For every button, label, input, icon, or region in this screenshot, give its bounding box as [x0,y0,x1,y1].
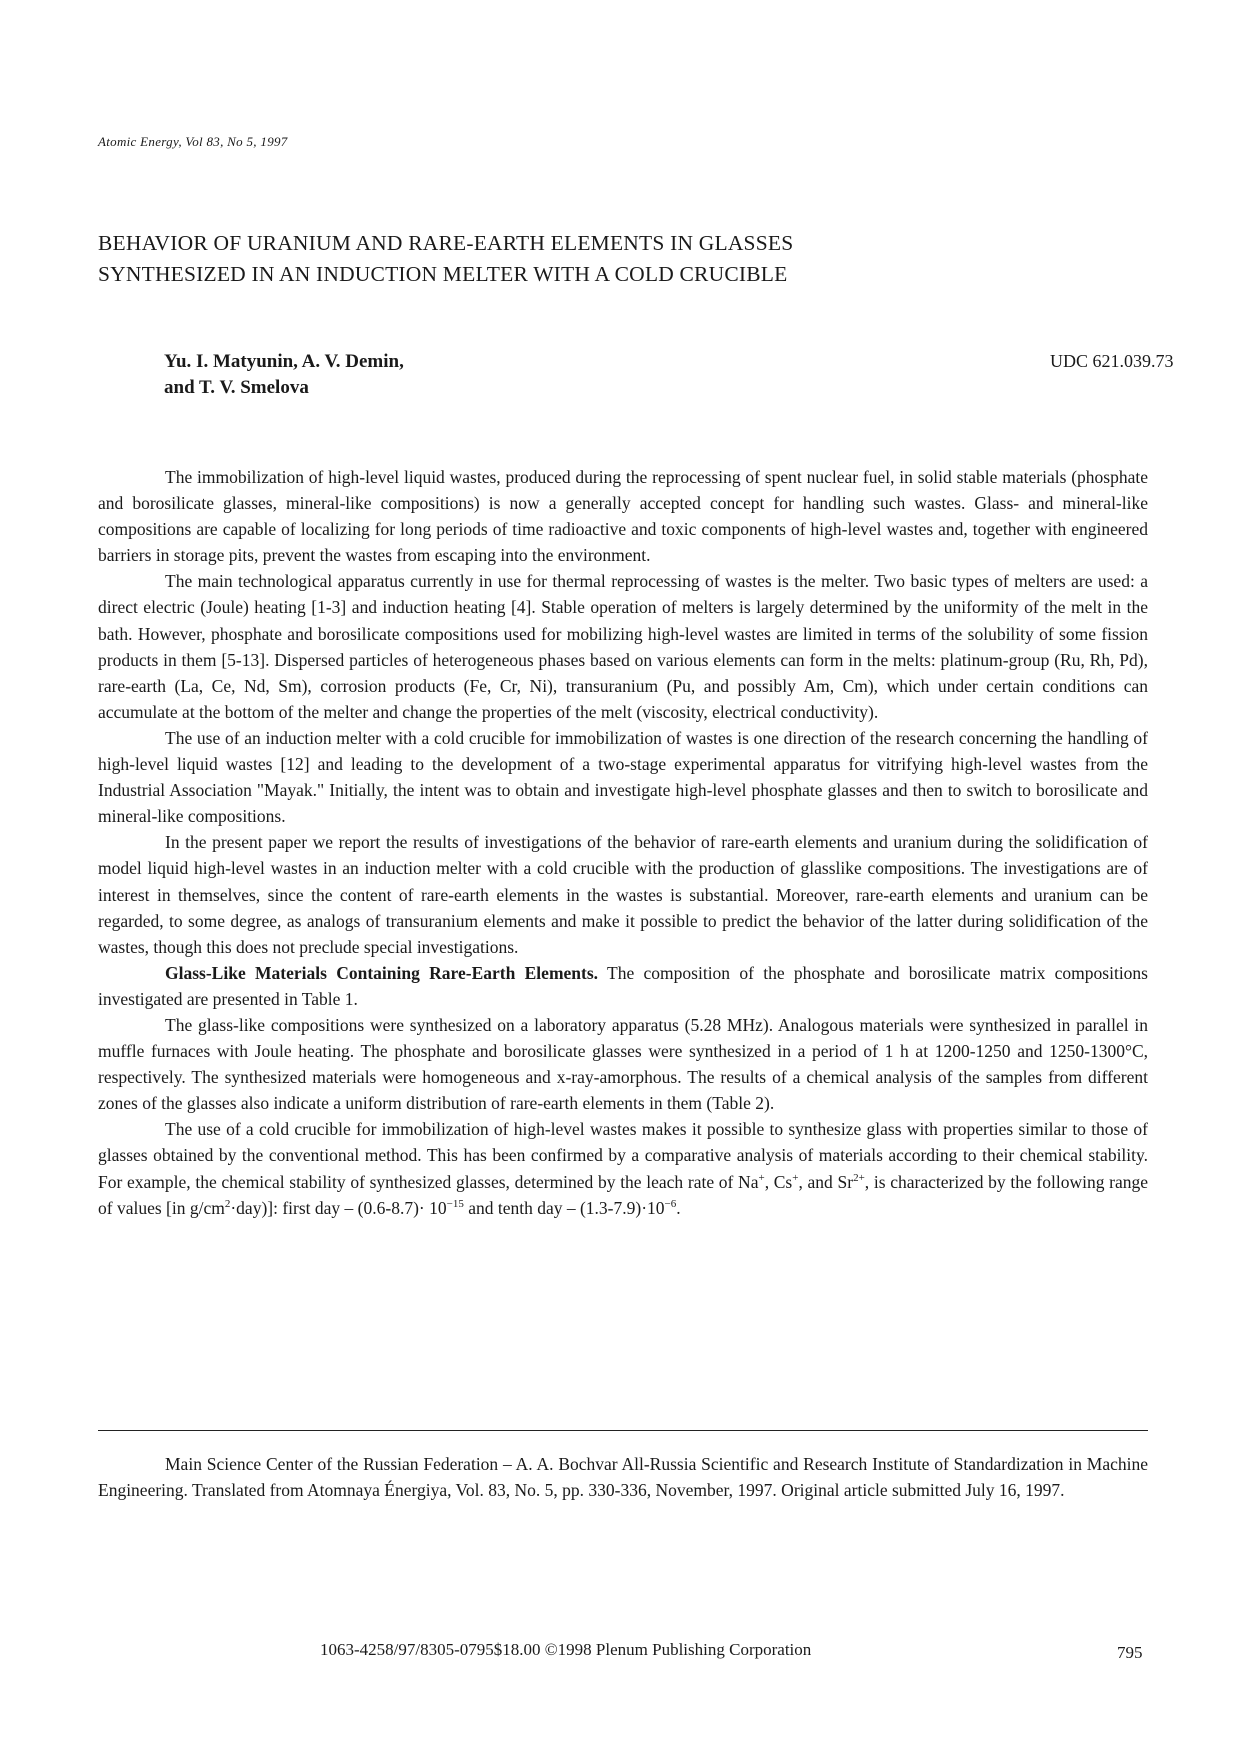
section-heading: Glass-Like Materials Containing Rare-Earth Elements. [165,962,599,983]
page-number: 795 [1117,1643,1143,1662]
footnote [98,1451,1148,1503]
p7-text-4: , is characterized by the following range of values [in g/cm [98,1171,1149,1218]
footnote-divider [98,1430,1148,1431]
paragraph-2: The main technological apparatus currently in use for thermal reprocessing of wastes is the melter. Two basic types of melters are used: a direct electric (Joule) heating [1-3] and induction heating [4]. Stable operation of melters is largely determined by the uniformity of the melt in the bath. However, phosphate and borosilicate compositions used for mobilizing high-level wastes are limited in terms of the solubility of some fission products in them [5-13]. Dispersed particles of heterogeneous phases based on various elements can form in the melts: platinum-group (Ru, Rh, Pd), rare-earth (La, Ce, Nd, Sm), corrosion products (Fe, Cr, Ni), transuranium (Pu, and possibly Am, Cm), which under certain conditions can accumulate at the bottom of the melter and change the properties of the melt (viscosity, electrical conductivity). [98,571,1148,722]
paragraph-3: The use of an induction melter with a cold crucible for immobilization of wastes is one direction of the research concerning the handling of high-level liquid wastes [12] and leading to the development of a two-stage experimental apparatus for vitrifying high-level wastes from the Industrial Association "Mayak." Initially, the intent was to obtain and investigate high-level phosphate glasses and then to switch to borosilicate and mineral-like compositions. [98,727,1148,827]
p7-sup-4: 2 [224,1197,231,1210]
article-body [98,464,1148,1221]
udc-code: UDC 621.039.73 [1050,351,1174,371]
paragraph-5 [98,960,1148,1012]
title-line-2: SYNTHESIZED IN AN INDUCTION MELTER WITH A COLD CRUCIBLE [98,262,788,286]
journal-citation: Atomic Energy, Vol 83, No 5, 1997 [98,134,288,149]
p7-sup-1: + [758,1171,765,1184]
paragraph-6: The glass-like compositions were synthesized on a laboratory apparatus (5.28 MHz). Analogous materials were synthesized in parallel in muffle furnaces with Joule heating. The phosphate and borosilicate glasses were synthesized in a period of 1 h at 1200-1250 and 1250-1300°C, respectively. The synthesized materials were homogeneous and x-ray-amorphous. The results of a chemical analysis of the samples from different zones of the glasses also indicate a uniform distribution of rare-earth elements in them (Table 2). [98,1014,1148,1114]
paragraph-5-text: The composition of the phosphate and borosilicate matrix compositions investigated are presented in Table 1. [98,962,1148,1009]
authors-line-1: Yu. I. Matyunin, A. V. Demin, [164,351,404,372]
authors [164,349,404,401]
article-title [98,228,1148,290]
p7-text-2: , Cs [764,1171,793,1192]
paragraph-4: In the present paper we report the results of investigations of the behavior of rare-earth elements and uranium during the solidification of model liquid high-level wastes in an induction melter with a cold crucible with the production of glasslike compositions. The investigations are of interest in themselves, since the content of rare-earth elements in the wastes is substantial. Moreover, rare-earth elements and uranium can be regarded, to some degree, as analogs of transuranium elements and make it possible to predict the behavior of the latter during solidification of the wastes, though this does not preclude special investigations. [98,832,1148,957]
paragraph-7 [98,1116,1148,1220]
p7-text-1: The use of a cold crucible for immobilization of high-level wastes makes it possible to synthesize glass with properties similar to those of glasses obtained by the conventional method. This has been confirmed by a comparative analysis of materials according to their chemical stability. For example, the chemical stability of synthesized glasses, determined by the leach rate of Na [98,1119,1148,1192]
p7-text-7: . [676,1197,681,1218]
p7-sup-2: + [792,1171,799,1184]
footnote-text: Main Science Center of the Russian Federation – A. A. Bochvar All-Russia Scientific and Research Institute of Standardization in Machine Engineering. Translated from Atomnaya Énergiya, Vol. 83, No. 5, pp. 330-336, November, 1997. Original article submitted July 16, 1997. [98,1454,1148,1500]
p7-sup-6: −6 [664,1197,677,1210]
p7-text-3: , and Sr [798,1171,854,1192]
copyright-line: 1063-4258/97/8305-0795$18.00 ©1998 Plenum Publishing Corporation [320,1640,812,1659]
p7-sup-3: 2+ [853,1171,865,1184]
paragraph-1: The immobilization of high-level liquid wastes, produced during the reprocessing of spent nuclear fuel, in solid stable materials (phosphate and borosilicate glasses, mineral-like compositions) is now a generally accepted concept for handling such wastes. Glass- and mineral-like compositions are capable of localizing for long periods of time radioactive and toxic components of high-level wastes and, together with engineered barriers in storage pits, prevent the wastes from escaping into the environment. [98,467,1148,566]
p7-text-6: and tenth day – (1.3-7.9)·10 [463,1197,665,1218]
p7-text-5: ·day)]: first day – (0.6-8.7)· 10 [230,1197,447,1218]
authors-line-2: and T. V. Smelova [164,377,309,398]
title-line-1: BEHAVIOR OF URANIUM AND RARE-EARTH ELEMENTS IN GLASSES [98,231,794,255]
p7-sup-5: −15 [446,1197,464,1210]
